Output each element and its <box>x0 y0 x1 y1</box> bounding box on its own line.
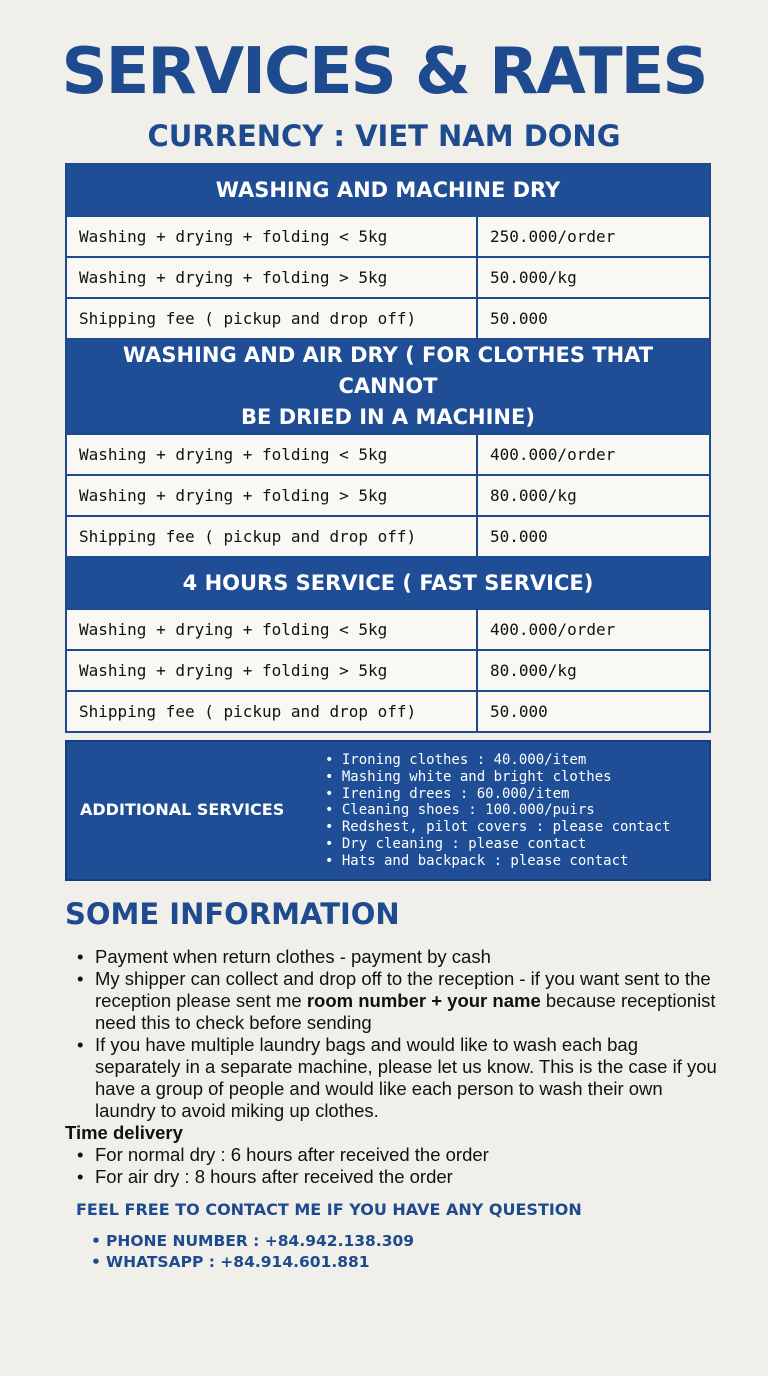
section-title: 4 HOURS SERVICE ( FAST SERVICE) <box>66 557 710 609</box>
info-text: My shipper can collect and drop off to the reception - if you want sent to the reception please sent me <box>95 968 711 1011</box>
section-header-fast-service <box>66 557 710 609</box>
list-item: • Redshest, pilot covers : please contact <box>325 819 671 836</box>
service-price: 80.000/kg <box>477 475 710 516</box>
list-item: • Dry cleaning : please contact <box>325 836 671 853</box>
section-header-machine-dry <box>66 164 710 216</box>
additional-services-list <box>325 752 671 870</box>
service-price: 50.000 <box>477 691 710 732</box>
table-row <box>66 516 710 557</box>
info-list <box>95 946 725 1122</box>
whatsapp-number[interactable]: • WHATSAPP : +84.914.601.881 <box>106 1252 414 1273</box>
page-title: SERVICES & RATES <box>61 35 707 109</box>
table-row <box>66 434 710 475</box>
service-label: Washing + drying + folding > 5kg <box>66 475 477 516</box>
section-title <box>66 339 710 434</box>
info-emphasis: room number + your name <box>306 990 541 1011</box>
table-row <box>66 691 710 732</box>
list-item: • Mashing white and bright clothes <box>325 769 671 786</box>
table-row <box>66 257 710 298</box>
list-item: • Ironing clothes : 40.000/item <box>325 752 671 769</box>
currency-subtitle: CURRENCY : VIET NAM DONG <box>147 119 621 153</box>
section-title: WASHING AND MACHINE DRY <box>66 164 710 216</box>
table-row <box>66 475 710 516</box>
contact-list <box>106 1231 414 1273</box>
service-price: 50.000 <box>477 298 710 339</box>
additional-services-box <box>65 740 711 881</box>
list-item: • Irening drees : 60.000/item <box>325 786 671 803</box>
service-price: 250.000/order <box>477 216 710 257</box>
table-row <box>66 650 710 691</box>
service-price: 50.000/kg <box>477 257 710 298</box>
phone-number[interactable]: • PHONE NUMBER : +84.942.138.309 <box>106 1231 414 1252</box>
rates-table <box>65 163 711 733</box>
list-item: • Cleaning shoes : 100.000/puirs <box>325 802 671 819</box>
service-label: Washing + drying + folding < 5kg <box>66 609 477 650</box>
info-item-payment: • Payment when return clothes - payment by cash <box>95 946 725 968</box>
table-row <box>66 609 710 650</box>
service-label: Washing + drying + folding < 5kg <box>66 216 477 257</box>
section-title-line: BE DRIED IN A MACHINE) <box>241 405 535 429</box>
list-item: • Hats and backpack : please contact <box>325 853 671 870</box>
section-header-air-dry <box>66 339 710 434</box>
info-item-shipper <box>95 968 725 1034</box>
service-label: Shipping fee ( pickup and drop off) <box>66 691 477 732</box>
service-label: Washing + drying + folding < 5kg <box>66 434 477 475</box>
service-label: Shipping fee ( pickup and drop off) <box>66 298 477 339</box>
service-price: 50.000 <box>477 516 710 557</box>
contact-heading: FEEL FREE TO CONTACT ME IF YOU HAVE ANY QUESTION <box>76 1200 582 1219</box>
additional-services-title: ADDITIONAL SERVICES <box>80 800 285 819</box>
service-label: Shipping fee ( pickup and drop off) <box>66 516 477 557</box>
list-item: • For normal dry : 6 hours after received the order <box>95 1144 715 1166</box>
time-delivery-heading: Time delivery <box>65 1122 183 1143</box>
service-price: 400.000/order <box>477 434 710 475</box>
service-label: Washing + drying + folding > 5kg <box>66 650 477 691</box>
list-item: • For air dry : 8 hours after received the order <box>95 1166 715 1188</box>
service-price: 400.000/order <box>477 609 710 650</box>
info-heading: SOME INFORMATION <box>65 897 400 931</box>
service-price: 80.000/kg <box>477 650 710 691</box>
section-title-line: WASHING AND AIR DRY ( FOR CLOTHES THAT CANNOT <box>122 343 654 398</box>
info-item-multiple-bags: • If you have multiple laundry bags and would like to wash each bag separately in a separate machine, please let us know. This is the case if you have a group of people and would like each person to wash their own laundry to avoid miking up clothes. <box>95 1034 725 1122</box>
time-delivery-list <box>95 1144 715 1188</box>
table-row <box>66 298 710 339</box>
info-text: because receptionist need this to check before sending <box>95 990 716 1033</box>
table-row <box>66 216 710 257</box>
service-label: Washing + drying + folding > 5kg <box>66 257 477 298</box>
